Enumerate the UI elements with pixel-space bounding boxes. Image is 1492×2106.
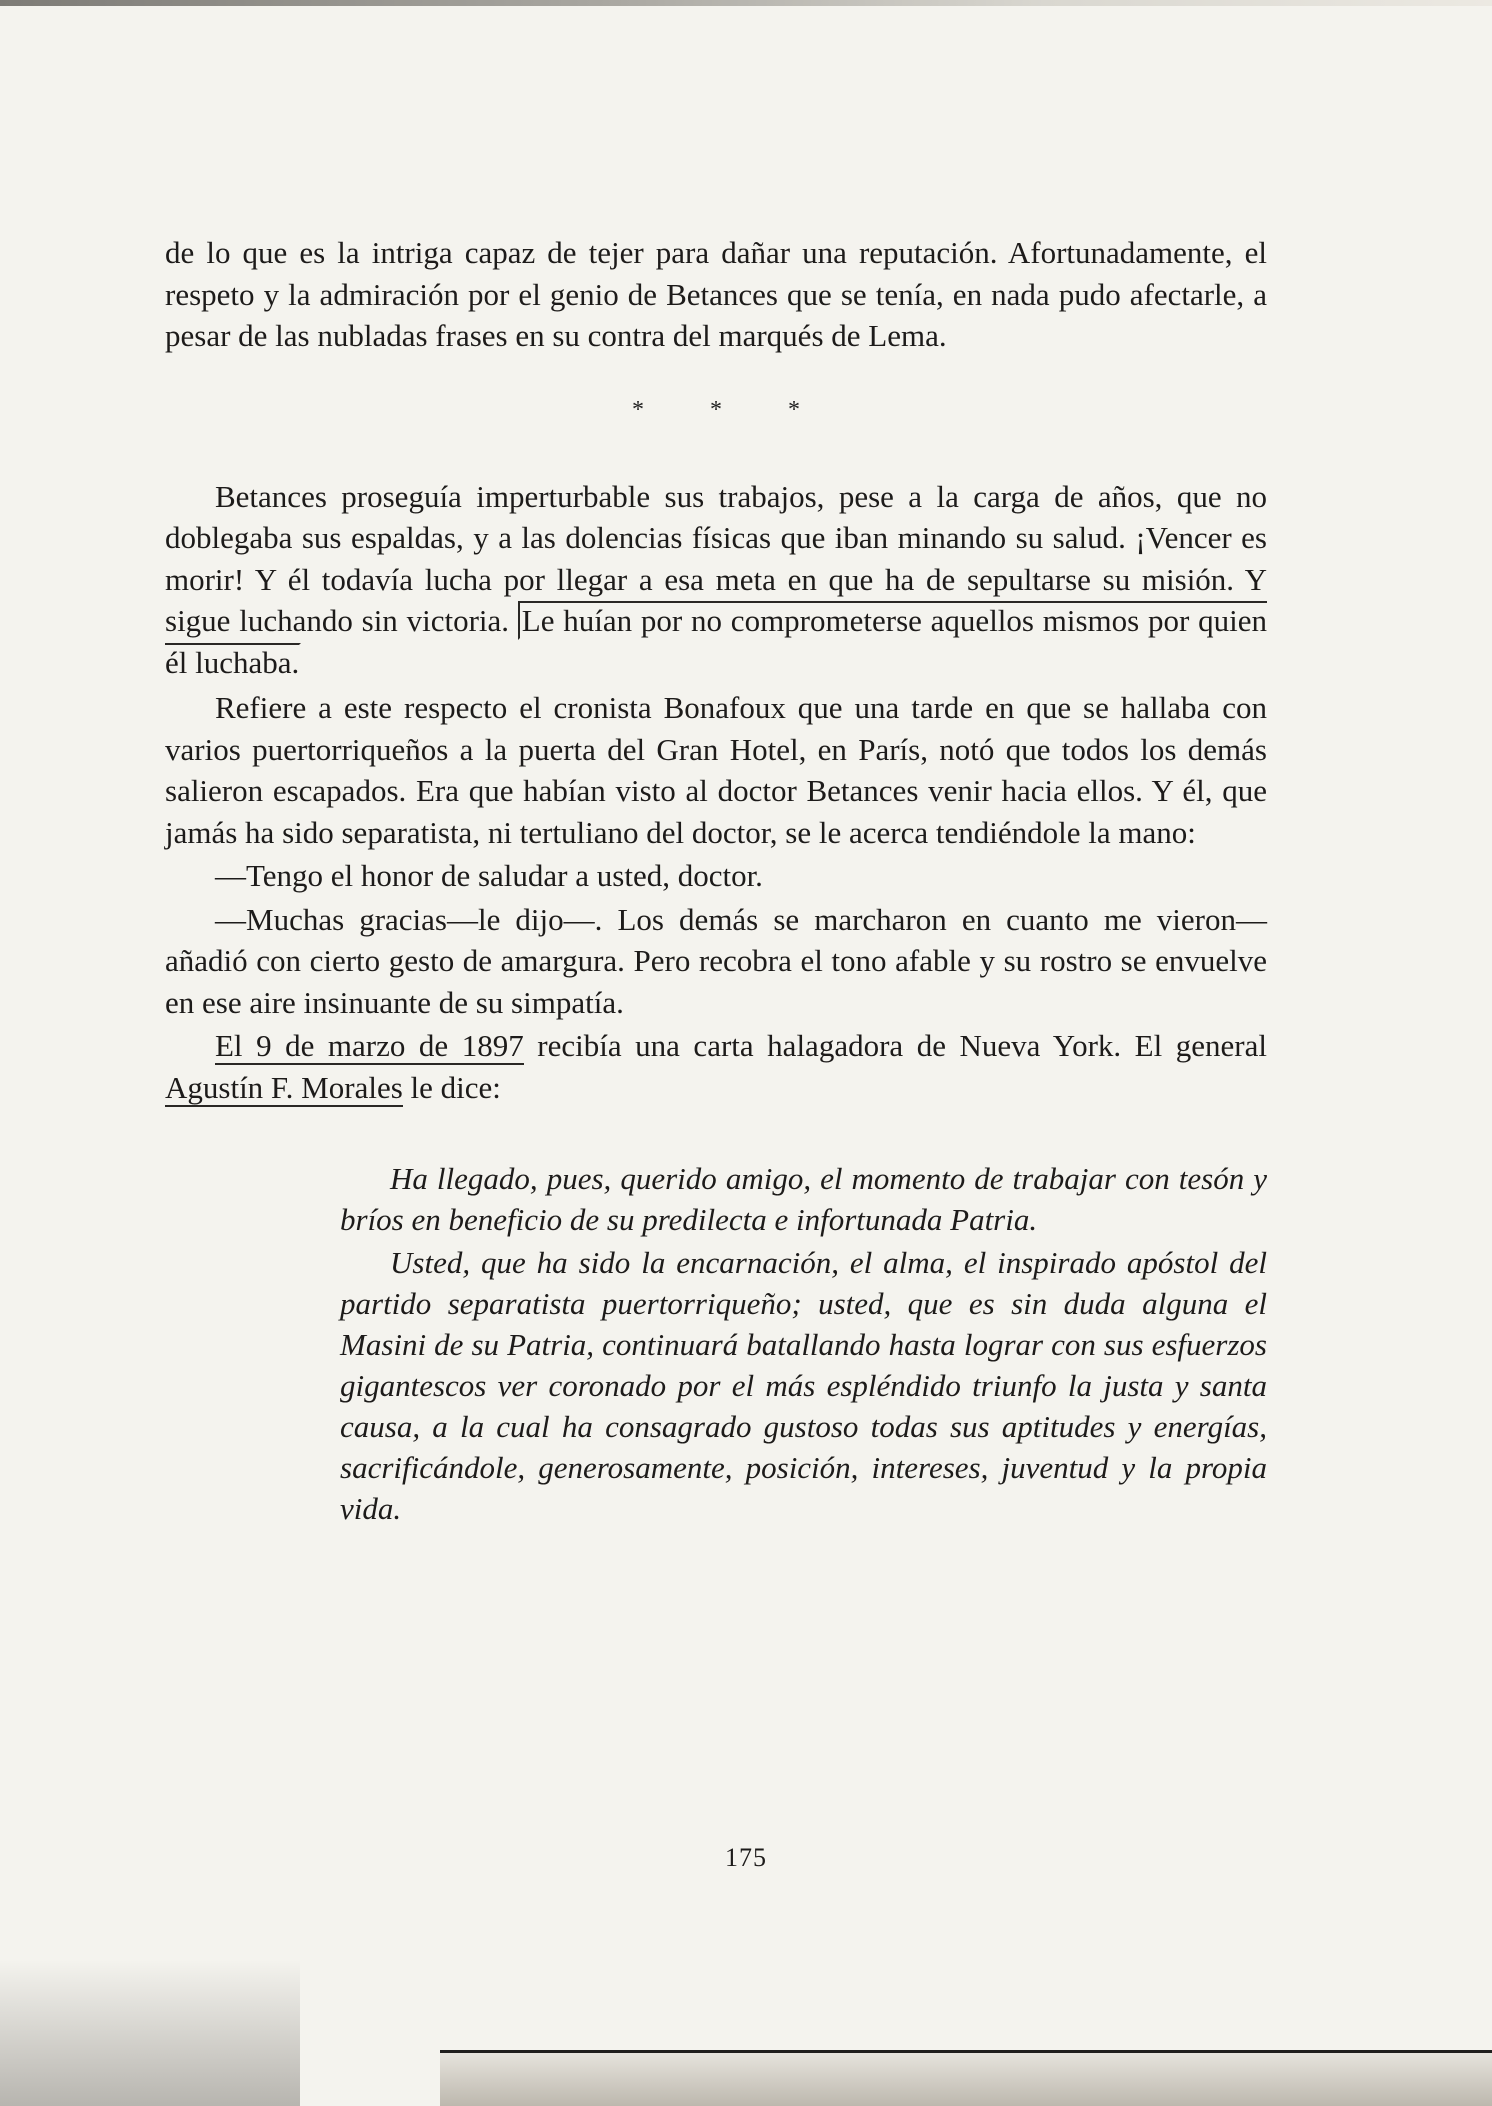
scan-bottom-fade xyxy=(440,2053,1492,2106)
underlined-name: Agustín F. Morales xyxy=(165,1069,403,1105)
paragraph-2-text: Betances proseguía imperturbable sus trabajos, pese a la carga de años, que no doblegaba sus espaldas, y a las dolencias físicas que iban minando su salud. ¡Vencer es morir! Y él todavía lucha por llegar a esa meta en que ha de sepultarse su misión. Y sigue luchando sin victoria. xyxy=(165,478,1267,638)
quote-paragraph-2: Usted, que ha sido la encarnación, el alma, el inspirado apóstol del partido separatista puertorriqueño; usted, que es sin duda alguna el Masini de su Patria, continuará batallando hasta lograr con sus esfuerzos gigantescos ver coronado por el más espléndido triunfo la justa y santa causa, a la cual ha consagrado gustoso todas sus aptitudes y energías, sacrificándole, generosamente, posición, intereses, juventud y la propia vida. xyxy=(340,1245,1267,1526)
letter-intro-end: le dice: xyxy=(410,1069,501,1105)
section-separator: * * * xyxy=(632,396,830,423)
paragraph-1: de lo que es la intriga capaz de tejer para dañar una reputación. Afortunadamente, el respeto y la admiración por el genio de Betances que se tenía, en nada pudo afectarle, a pesar de las nubladas frases en su contra del marqués de Lema. xyxy=(165,235,1267,353)
quote-paragraph-1: Ha llegado, pues, querido amigo, el momento de trabajar con tesón y bríos en beneficio de su predilecta e infortunada Patria. xyxy=(340,1161,1267,1237)
paragraph-letter-intro xyxy=(165,1025,1267,1108)
page-number: 175 xyxy=(725,1843,767,1872)
handwritten-bracket-text: Le huían por no comprometerse aquellos mismos por quien él luchaba. xyxy=(165,603,1267,680)
quoted-letter xyxy=(340,1158,1267,1529)
dialogue-line-2: —Muchas gracias—le dijo—. Los demás se marcharon en cuanto me vieron—añadió con cierto gesto de amargura. Pero recobra el tono afable y su rostro se envuelve en ese aire insinuante de su simpatía. xyxy=(165,901,1267,1020)
book-page xyxy=(165,232,1267,1529)
dialogue-line-1: —Tengo el honor de saludar a usted, doctor. xyxy=(215,858,763,893)
scan-shadow xyxy=(0,1960,300,2106)
underlined-date: El 9 de marzo de 1897 xyxy=(215,1028,524,1063)
letter-intro-text: recibía una carta halagadora de Nueva York. El general xyxy=(537,1028,1267,1063)
scan-top-edge xyxy=(0,0,1492,6)
paragraph-2 xyxy=(165,476,1267,684)
paragraph-3: Refiere a este respecto el cronista Bonafoux que una tarde en que se hallaba con varios puertorriqueños a la puerta del Gran Hotel, en París, notó que todos los demás salieron escapados. Era que habían visto al doctor Betances venir hacia ellos. Y él, que jamás ha sido separatista, ni tertuliano del doctor, se le acerca tendiéndole la mano: xyxy=(165,690,1267,850)
